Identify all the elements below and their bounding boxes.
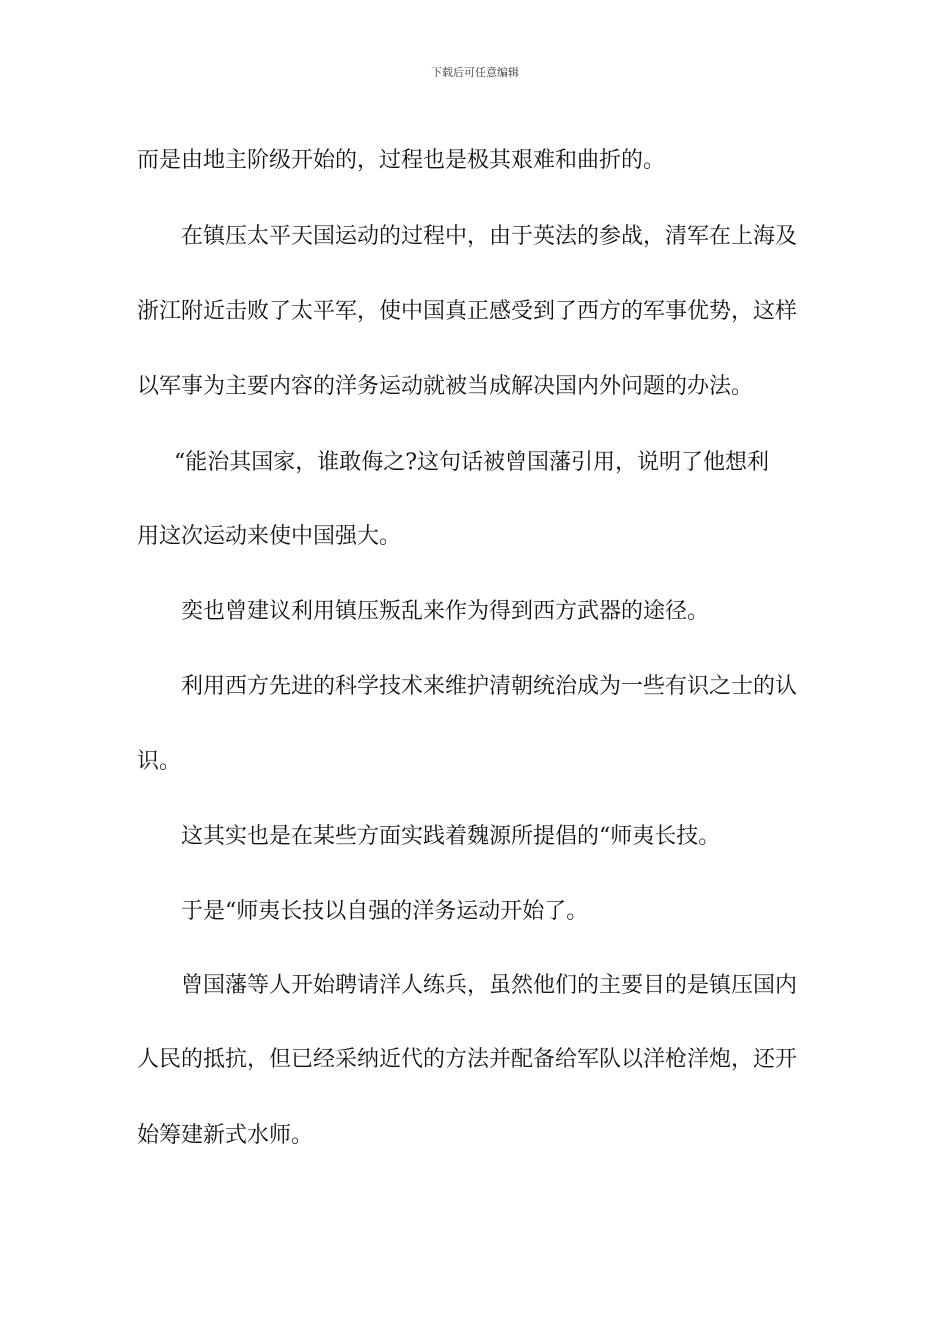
text-line: 利用西方先进的科学技术来维护清朝统治成为一些有识之士的认	[181, 674, 798, 699]
text-line: 这其实也是在某些方面实践着魏源所提倡的“师夷长技。	[181, 824, 721, 849]
text-line: 以军事为主要内容的洋务运动就被当成解决国内外问题的办法。	[137, 374, 754, 399]
text-line: 识。	[137, 749, 182, 774]
text-line: 而是由地主阶级开始的，过程也是极其艰难和曲折的。	[137, 148, 666, 173]
text-line: 用这次运动来使中国强大。	[137, 524, 402, 549]
text-line: 奕也曾建议利用镇压叛乱来作为得到西方武器的途径。	[181, 599, 710, 624]
text-line: 人民的抵抗，但已经采纳近代的方法并配备给军队以洋枪洋炮，还开	[137, 1047, 798, 1072]
text-line: 浙江附近击败了太平军，使中国真正感受到了西方的军事优势，这样	[137, 299, 798, 324]
text-line: 始筹建新式水师。	[137, 1123, 314, 1148]
text-line: “能治其国家，谁敢侮之?这句话被曾国藩引用，说明了他想利	[174, 450, 770, 475]
text-line: 在镇压太平天国运动的过程中，由于英法的参战，清军在上海及	[181, 224, 798, 249]
text-line: 于是“师夷长技以自强的洋务运动开始了。	[181, 899, 589, 924]
text-line: 曾国藩等人开始聘请洋人练兵，虽然他们的主要目的是镇压国内	[181, 973, 798, 998]
page-header: 下载后可任意编辑	[431, 66, 519, 79]
